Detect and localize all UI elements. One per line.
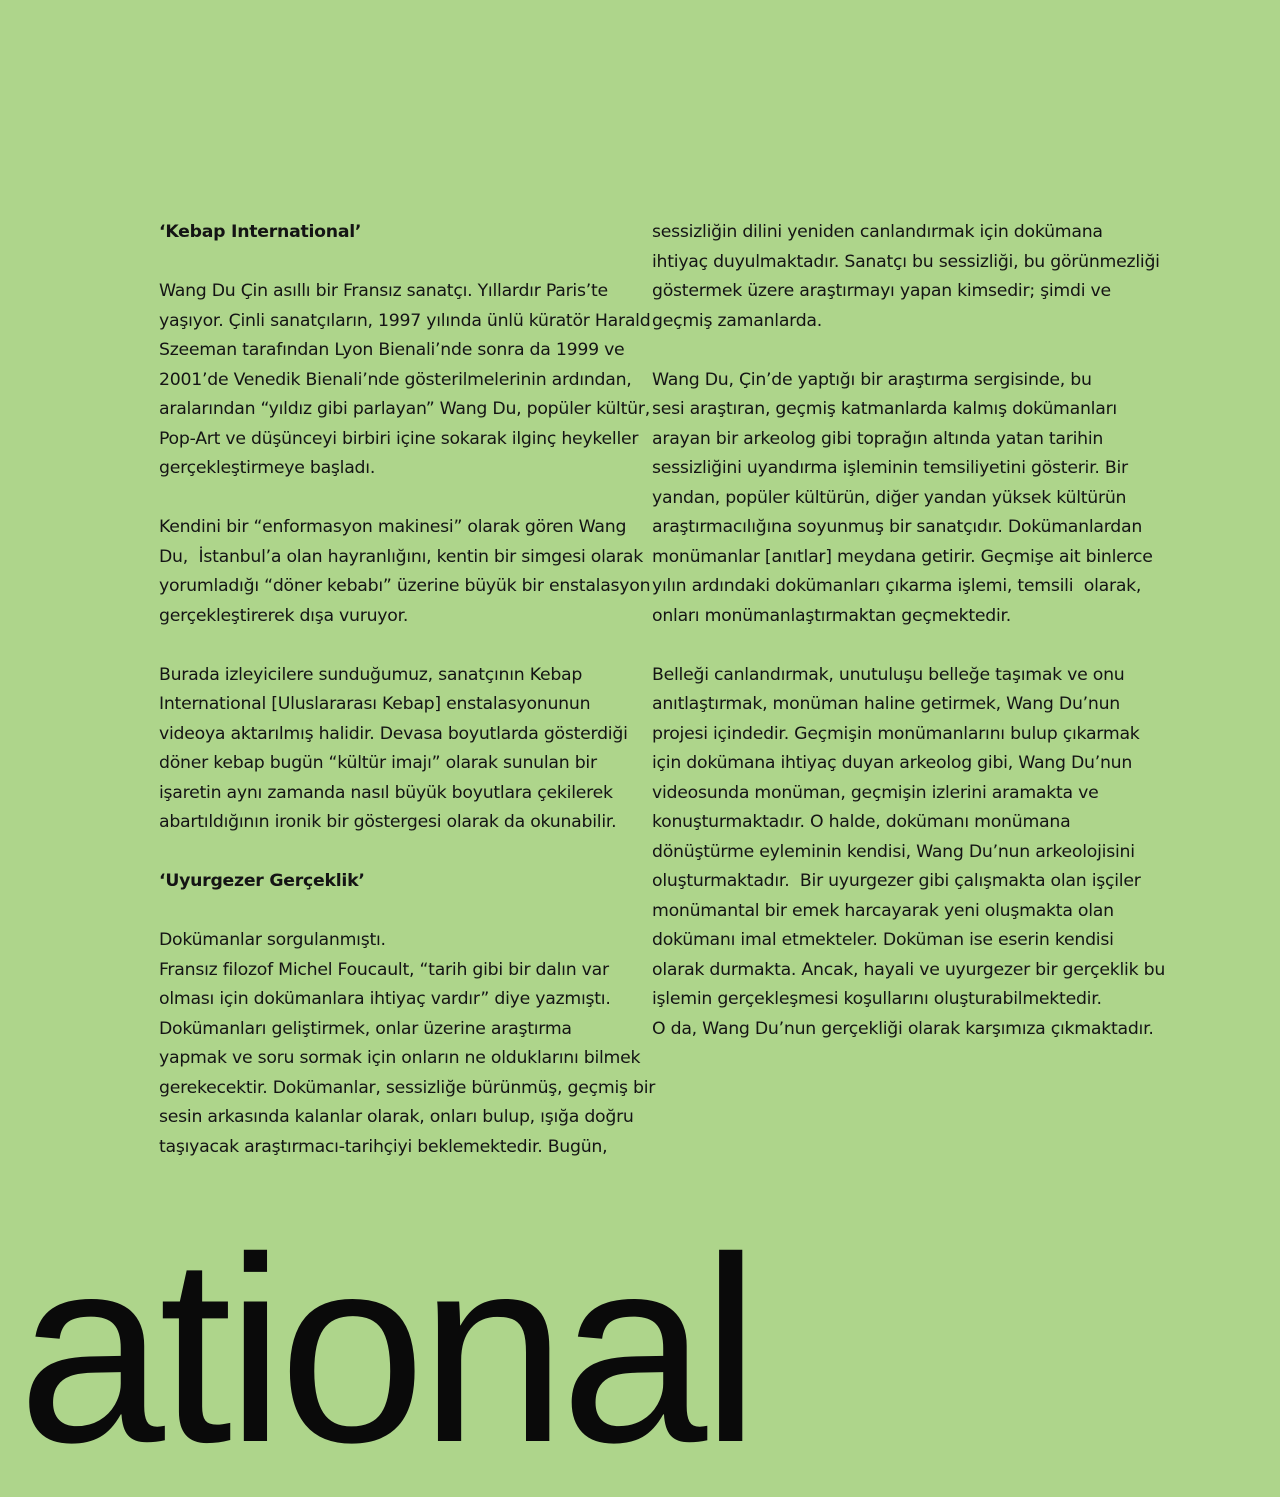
text-line: monümanlar [anıtlar] meydana getirir. Geçmişe ait binlerce	[652, 546, 1153, 567]
text-line: yapmak ve soru sormak için onların ne olduklarını bilmek	[159, 1048, 641, 1068]
text-line: dokümanı imal etmekteler. Doküman ise eserin kendisi	[652, 930, 1114, 950]
text-line: sesin arkasında kalanlar olarak, onları bulup, ışığa doğru	[159, 1107, 634, 1127]
paragraph-archaeologist	[652, 366, 1153, 632]
text-line: videoya aktarılmış halidir. Devasa boyutlarda gösterdiği	[159, 723, 628, 744]
text-line: oluşturmaktadır. Bir uyurgezer gibi çalışmakta olan işçiler	[652, 871, 1141, 891]
text-line: için dokümana ihtiyaç duyan arkeolog gibi, Wang Du’nun	[652, 753, 1133, 773]
text-line: olması için dokümanlara ihtiyaç vardır” diye yazmıştı.	[159, 989, 611, 1009]
text-line: gerekecektir. Dokümanlar, sessizliğe bürünmüş, geçmiş bir	[159, 1077, 656, 1098]
text-line: Wang Du Çin asıllı bir Fransız sanatçı. Yıllardır Paris’te	[159, 281, 608, 301]
text-line: O da, Wang Du’nun gerçekliği olarak karşımıza çıkmaktadır.	[652, 1018, 1154, 1039]
text-line: Dokümanları geliştirmek, onlar üzerine araştırma	[159, 1018, 572, 1039]
text-line: yandan, popüler kültürün, diğer yandan yüksek kültürün	[652, 487, 1127, 508]
text-line: sessizliğin dilini yeniden canlandırmak için dokümana	[652, 222, 1103, 242]
text-line: gerçekleştirerek dışa vuruyor.	[159, 605, 409, 626]
text-line: işlemin gerçekleşmesi koşullarını oluşturabilmektedir.	[652, 989, 1102, 1009]
text-line: göstermek üzere araştırmayı yapan kimsedir; şimdi ve	[652, 281, 1111, 301]
text-line: Fransız filozof Michel Foucault, “tarih gibi bir dalın var	[159, 959, 609, 980]
text-line: taşıyacak araştırmacı-tarihçiyi beklemektedir. Bugün,	[159, 1136, 608, 1157]
text-line: olarak durmakta. Ancak, hayali ve uyurgezer bir gerçeklik bu	[652, 959, 1166, 980]
text-line: Pop-Art ve düşünceyi birbiri içine sokarak ilginç heykeller	[159, 428, 639, 449]
text-line: monümantal bir emek harcayarak yeni oluşmakta olan	[652, 900, 1114, 921]
paragraph-information-machine	[159, 513, 651, 631]
paragraph-installation-video	[159, 661, 634, 838]
text-line: Szeeman tarafından Lyon Bienali’nde sonra da 1999 ve	[159, 340, 625, 360]
paragraph-memory	[652, 661, 1166, 1045]
section-heading-uyurgezer-gerceklik: ‘Uyurgezer Gerçeklik’	[159, 871, 365, 891]
text-line: International [Uluslararası Kebap] enstalasyonunun	[159, 694, 591, 714]
text-line: dönüştürme eyleminin kendisi, Wang Du’nun arkeolojisini	[652, 841, 1135, 862]
text-line: Du, İstanbul’a olan hayranlığını, kentin bir simgesi olarak	[159, 546, 643, 567]
text-line: Wang Du, Çin’de yaptığı bir araştırma sergisinde, bu	[652, 369, 1092, 390]
text-line: Kendini bir “enformasyon makinesi” olarak gören Wang	[159, 517, 627, 537]
text-line: 2001’de Venedik Bienali’nde gösterilmelerinin ardından,	[159, 369, 632, 390]
text-line: aralarından “yıldız gibi parlayan” Wang Du, popüler kültür,	[159, 399, 650, 419]
left-text-column	[159, 218, 656, 1162]
text-line: döner kebap bugün “kültür imajı” olarak sunulan bir	[159, 753, 597, 773]
text-line: videosunda monüman, geçmişin izlerini aramakta ve	[652, 782, 1099, 803]
right-text-column	[652, 218, 1166, 1044]
text-line: abartıldığının ironik bir göstergesi olarak da okunabilir.	[159, 812, 617, 832]
paragraph-intro	[159, 277, 651, 484]
text-line: konuşturmaktadır. O halde, dokümanı monümana	[652, 812, 1071, 832]
text-line: onları monümanlaştırmaktan geçmektedir.	[652, 605, 1012, 626]
text-line: ihtiyaç duyulmaktadır. Sanatçı bu sessizliği, bu görünmezliği	[652, 251, 1160, 272]
paragraph-silence	[652, 218, 1160, 336]
text-line: sessizliğini uyandırma işleminin temsiliyetini gösterir. Bir	[652, 458, 1128, 478]
text-line: gerçekleştirmeye başladı.	[159, 458, 376, 478]
paragraph-documents	[159, 926, 656, 1162]
text-line: geçmiş zamanlarda.	[652, 310, 823, 331]
large-display-word: ational	[18, 1202, 754, 1497]
text-line: Burada izleyicilere sunduğumuz, sanatçının Kebap	[159, 664, 583, 685]
text-line: yaşıyor. Çinli sanatçıların, 1997 yılında ünlü küratör Harald	[159, 310, 651, 331]
text-line: işaretin aynı zamanda nasıl büyük boyutlara çekilerek	[159, 782, 613, 803]
text-line: yorumladığı “döner kebabı” üzerine büyük bir enstalasyon	[159, 576, 651, 596]
text-line: Dokümanlar sorgulanmıştı.	[159, 930, 386, 950]
section-heading-kebap-international: ‘Kebap International’	[159, 222, 362, 242]
text-line: sesi araştıran, geçmiş katmanlarda kalmış dokümanları	[652, 399, 1117, 419]
text-line: anıtlaştırmak, monüman haline getirmek, Wang Du’nun	[652, 694, 1121, 714]
text-line: arayan bir arkeolog gibi toprağın altında yatan tarihin	[652, 428, 1104, 449]
text-line: araştırmacılığına soyunmuş bir sanatçıdır. Dokümanlardan	[652, 517, 1143, 537]
text-line: Belleği canlandırmak, unutuluşu belleğe taşımak ve onu	[652, 664, 1125, 685]
text-line: yılın ardındaki dokümanları çıkarma işlemi, temsili olarak,	[652, 576, 1142, 596]
text-line: projesi içindedir. Geçmişin monümanlarını bulup çıkarmak	[652, 723, 1140, 744]
